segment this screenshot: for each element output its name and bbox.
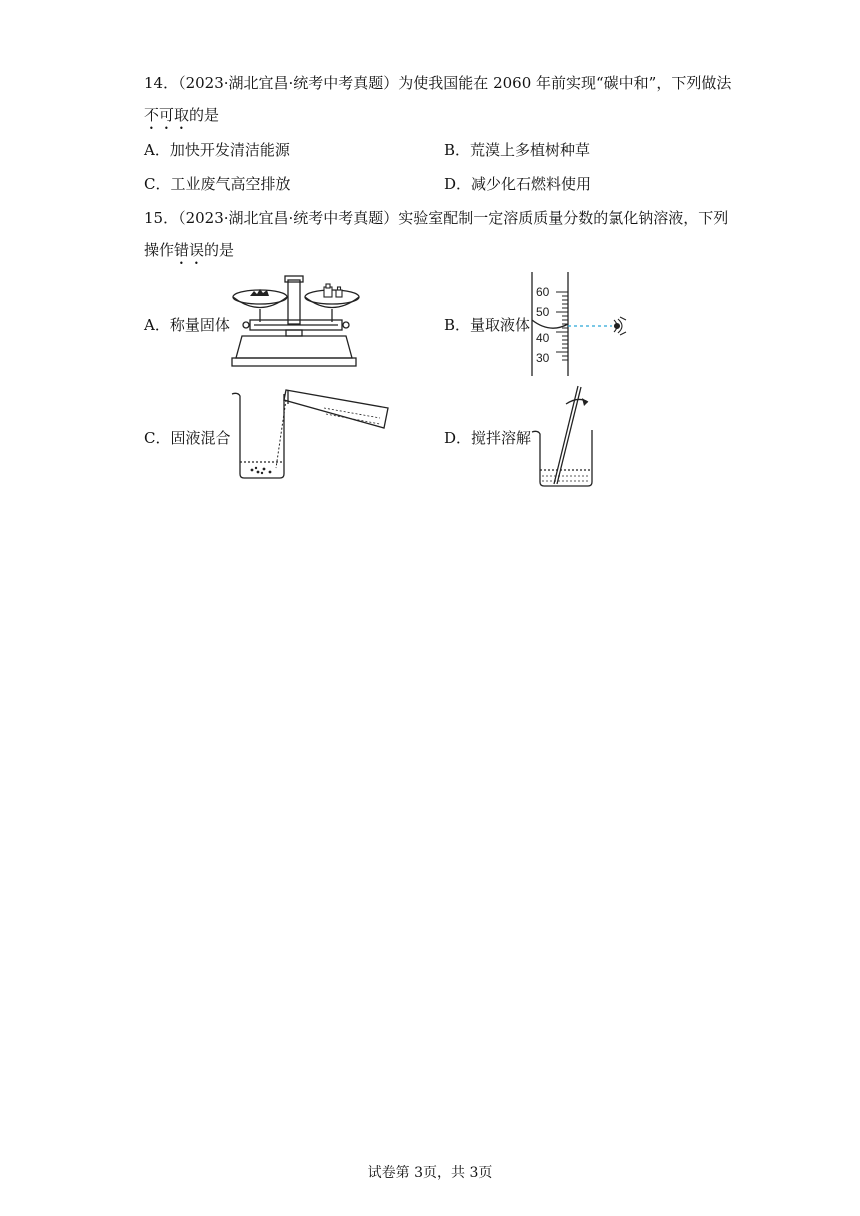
q14-stem-tail: 的是 [189, 106, 220, 124]
q14-option-d[interactable]: D．减少化石燃料使用 [444, 175, 592, 193]
q15-option-a[interactable]: A．称量固体 [144, 316, 230, 334]
pouring-figure [228, 386, 392, 482]
q15-option-d[interactable]: D．搅拌溶解 [444, 429, 532, 447]
cylinder-tick-60: 60 [536, 285, 550, 299]
q14-stem-line2 [144, 105, 219, 133]
cylinder-tick-40: 40 [536, 331, 550, 345]
page-footer: 试卷第 3页，共 3页 [367, 1165, 493, 1181]
q14-option-b[interactable]: B．荒漠上多植树种草 [444, 141, 591, 159]
q14-option-a[interactable]: A．加快开发清洁能源 [144, 141, 290, 159]
eye-icon [614, 317, 626, 335]
q14-emphasis-text: 不可取 [144, 106, 190, 124]
q15-stem-head: 操作 [144, 241, 175, 259]
balance-figure [228, 274, 360, 374]
cylinder-tick-30: 30 [536, 351, 550, 365]
rotation-arrow-icon [582, 398, 588, 406]
q15-emphasis-text: 错误 [174, 241, 205, 259]
q15-stem-tail: 的是 [204, 241, 235, 259]
q15-stem-line2 [144, 240, 234, 268]
q15-option-b[interactable]: B．量取液体 [444, 316, 531, 334]
cylinder-figure [508, 270, 638, 380]
q15-option-c[interactable]: C．固液混合 [144, 429, 231, 447]
q15-stem-line1: 15．（2023·湖北宜昌·统考中考真题）实验室配制一定溶质质量分数的氯化钠溶液，下列 [144, 209, 729, 227]
cylinder-tick-50: 50 [536, 305, 550, 319]
q14-option-c[interactable]: C．工业废气高空排放 [144, 175, 291, 193]
q14-stem-line1: 14．（2023·湖北宜昌·统考中考真题）为使我国能在 2060 年前实现“碳中和”，下列做法 [144, 74, 732, 92]
stirring-figure [528, 384, 608, 488]
